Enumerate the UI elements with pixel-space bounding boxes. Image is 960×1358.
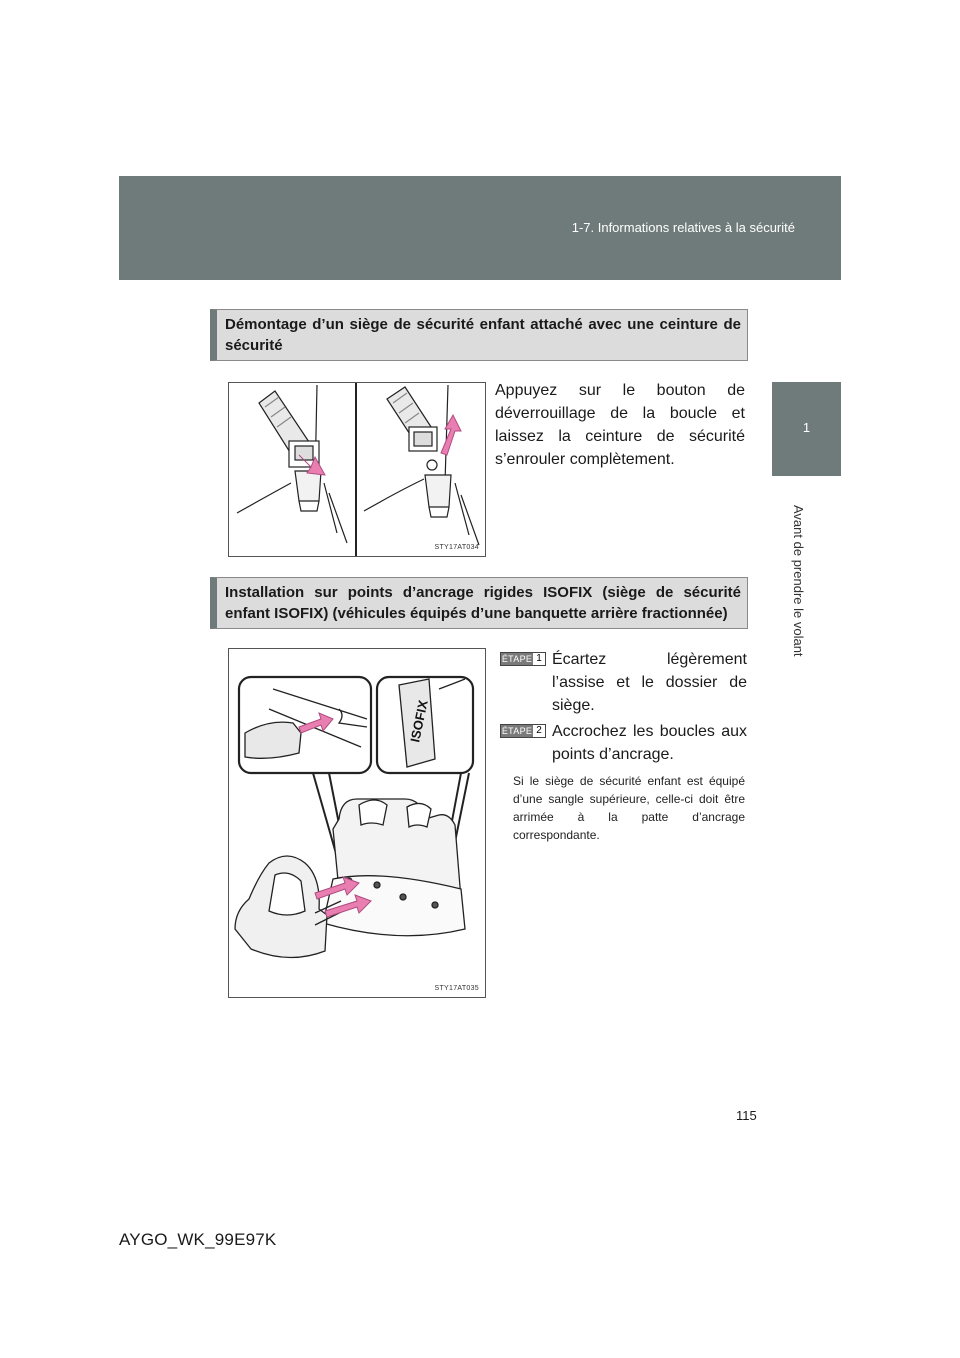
step-2 (500, 720, 747, 766)
side-label-text: Avant de prendre le volant (791, 505, 806, 657)
step-text: Écartez légèrement l’assise et le dossier de siège. (552, 651, 747, 714)
chapter-title: 1-7. Informations relatives à la sécurité (571, 220, 795, 235)
buckle-illustration (229, 383, 485, 556)
step-badge-number: 2 (533, 725, 545, 737)
step-1 (500, 648, 747, 717)
step-badge-word: ÉTAPE (501, 726, 533, 736)
side-tab (772, 382, 841, 476)
figure-code: STY17AT035 (434, 985, 479, 992)
top-tether-note: Si le siège de sécurité enfant est équipé d’une sangle supérieure, celle-ci doit être arrimée à la patte d’ancrage correspondante. (513, 774, 745, 842)
header-band (119, 176, 841, 280)
isofix-illustration (229, 649, 485, 997)
step-badge (500, 652, 546, 666)
document-code: AYGO_WK_99E97K (119, 1230, 277, 1249)
side-tab-number: 1 (802, 420, 811, 435)
step-badge-word: ÉTAPE (501, 654, 533, 664)
step-badge-number: 1 (533, 653, 545, 665)
step-text: Accrochez les boucles aux points d’ancrage. (552, 723, 747, 763)
section-heading-removal: Démontage d’un siège de sécurité enfant attaché avec une ceinture de sécurité (210, 309, 748, 361)
figure-buckle-release (228, 382, 486, 557)
isofix-tag-label: ISOFIX (407, 698, 431, 744)
figure-code: STY17AT034 (434, 544, 479, 551)
page-number: 115 (736, 1108, 757, 1123)
figure-isofix-install (228, 648, 486, 998)
section-heading-isofix: Installation sur points d’ancrage rigides ISOFIX (siège de sécurité enfant ISOFIX) (véhicules équipés d’une banquette arrière fractionnée) (210, 577, 748, 629)
step-badge (500, 724, 546, 738)
removal-instruction: Appuyez sur le bouton de déverrouillage de la boucle et laissez la ceinture de sécurité s’enrouler complètement. (495, 382, 745, 468)
